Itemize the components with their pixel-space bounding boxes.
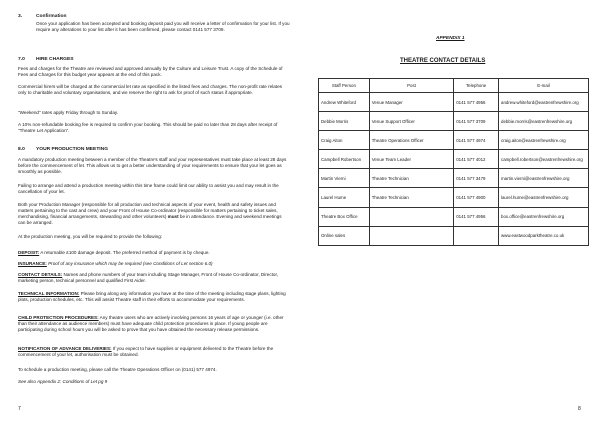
insurance-label: INSURANCE:: [18, 261, 47, 266]
hire-charges-para-3: "Weekend" rates apply Friday through to Sunday.: [18, 110, 119, 115]
email-cell: www.eastwoodparktheatre.co.uk: [499, 226, 589, 245]
email-cell: debbie.morris@eastrenfrewshire.org: [499, 112, 589, 131]
must-emphasis: must: [167, 214, 179, 220]
table-row: [319, 226, 589, 245]
telephone-cell: 0141 577 4900: [454, 188, 499, 207]
appendix-label: APPENDIX 1: [436, 36, 465, 41]
telephone-cell: 0141 577 4974: [454, 131, 499, 150]
child-protection-label: CHILD PROTECTION PROCEDURES:: [18, 315, 99, 320]
notification-item: [18, 346, 290, 358]
notification-label: NOTIFICATION OF ADVANCE DELIVERIES:: [18, 346, 112, 351]
production-meeting-para-2: Failing to arrange and attend a production meeting within this time frame could limit our ability to assist you and may result in the cancellation of your let.: [18, 183, 279, 195]
column-header: Post: [369, 79, 453, 93]
contact-details-text: Names and phone numbers of your team including Stage Manager, Front of House Co-ordinator, Director, marketing person, technical personnel and qualified First Aider.: [18, 272, 279, 284]
email-cell: martin.vierni@eastrenfrewshire.org: [499, 169, 589, 188]
staff-cell: Theatre Box Office: [319, 207, 370, 226]
deposit-label: DEPOSIT:: [18, 250, 40, 255]
child-protection-text: Any theatre users who are actively involving persons 16 years of age or younger (i.e. other than their attendance as audience members) must have adequate child protection procedures in place. If young people are participating during school hours you will be asked to prove that you have obtained the necessary release permissions.: [18, 315, 284, 333]
post-cell: [369, 226, 453, 245]
column-header: Staff Person: [319, 79, 370, 93]
confirmation-text: Once your application has been accepted and booking deposit paid you will receive a letter of confirmation for your list. If you require any alterations to your list after it has been confirmed, please contact 0141 577 3709.: [36, 21, 290, 33]
production-meeting-para-1: A mandatory production meeting between a member of the Theatre's staff and your representatives must take place at least 28 days before the commencement of let. This allows us to get a better understanding of your requirements to ensure that your let goes as smoothly as possible.: [18, 157, 287, 175]
table-header-row: [319, 79, 589, 93]
post-cell: Theatre Operations Officer: [369, 131, 453, 150]
staff-cell: Campbell Robertson: [319, 150, 370, 169]
section-number: 3.: [18, 14, 23, 19]
telephone-cell: 0141 577 4956: [454, 93, 499, 112]
para-text: Both your Production Manager (responsible for all production and technical aspects of your event, health and safety issues and matters pertaining to the cast and crew) and your Front of House Co-ordinator (responsible for matters pertaining to ticket sales, merchandising, financial arrangements, stewarding and other volunteers): [18, 202, 278, 220]
staff-cell: Andrew Whiteford: [319, 93, 370, 112]
contact-table: [318, 78, 589, 246]
deposit-item: [18, 250, 290, 256]
contact-details-item: [18, 272, 290, 284]
email-cell: andrew.whiteford@eastrenfrewshire.org: [499, 93, 589, 112]
staff-cell: Craig Aiton: [319, 131, 370, 150]
deposit-text: A returnable £100 damage deposit. The preferred method of payment is by cheque.: [39, 250, 210, 255]
telephone-cell: 0141 577 4012: [454, 150, 499, 169]
see-also-note: See also Appendix 2: Conditions of Let pg 9: [18, 379, 108, 384]
staff-cell: Laurel Hume: [319, 188, 370, 207]
table-row: [319, 131, 589, 150]
hire-charges-para-4: A 10% non-refundable booking fee is required to confirm your booking. This should be paid no later than 28 days after receipt of "Theatre Let Application".: [18, 122, 278, 134]
section-number: 7.0: [18, 57, 25, 62]
table-row: [319, 93, 589, 112]
telephone-cell: [454, 226, 499, 245]
post-cell: Theatre Technician: [369, 188, 453, 207]
post-cell: [369, 207, 453, 226]
insurance-text: Proof of any insurance which may be required (see Conditions of Let section 6.0): [46, 261, 213, 266]
telephone-cell: 0141 577 3709: [454, 112, 499, 131]
notification-text: If you expect to have supplies or equipment delivered to the Theatre before the commencement of your let, authorisation must be obtained.: [18, 346, 274, 358]
post-cell: Venue Team Leader: [369, 150, 453, 169]
table-row: [319, 112, 589, 131]
table-row: [319, 188, 589, 207]
page-number: 7: [18, 406, 21, 412]
right-page: [300, 0, 600, 424]
email-cell: laurel.hume@eastrenfrewshire.org: [499, 188, 589, 207]
technical-info-text: Please bring along any information you have at the time of the meeting including stage plans, lighting plots, production schedules, etc. This will assist Theatre staff in their efforts to accommodate your requirements.: [18, 291, 286, 303]
column-header: E-mail: [499, 79, 589, 93]
staff-cell: Martin Vierni: [319, 169, 370, 188]
child-protection-item: [18, 315, 290, 333]
telephone-cell: 0141 577 4956: [454, 207, 499, 226]
staff-cell: Debbie Morris: [319, 112, 370, 131]
hire-charges-para-1: Fees and charges for the Theatre are reviewed and approved annually by the Culture and Leisure Trust. A copy of the Schedule of Fees and Charges for this budget year appears at the end of this pack.: [18, 66, 283, 78]
post-cell: Venue Support Officer: [369, 112, 453, 131]
technical-info-item: [18, 291, 290, 303]
production-meeting-para-3: [18, 202, 290, 226]
email-cell: craig.aiton@eastrenfrewshire.org: [499, 131, 589, 150]
section-number: 8.0: [18, 147, 25, 152]
insurance-item: [18, 261, 290, 267]
section-title: Confirmation: [36, 14, 67, 19]
section-title: YOUR PRODUCTION MEETING: [36, 147, 109, 152]
email-cell: box.office@eastrenfrewshire.org: [499, 207, 589, 226]
contact-details-title: THEATRE CONTACT DETAILS: [400, 58, 486, 64]
post-cell: Theatre Technician: [369, 169, 453, 188]
table-row: [319, 169, 589, 188]
table-row: [319, 150, 589, 169]
page-number: 8: [578, 406, 581, 412]
production-meeting-para-4: At the production meeting, you will be required to provide the following:: [18, 234, 163, 239]
email-cell: campbell.robertson@eastrenfrewshire.org: [499, 150, 589, 169]
table-row: [319, 207, 589, 226]
telephone-cell: 0141 577 3479: [454, 169, 499, 188]
para-text: be in attendance. Evening and weekend meetings can be arranged.: [18, 214, 282, 226]
staff-cell: Online sales: [319, 226, 370, 245]
contact-details-label: CONTACT DETAILS:: [18, 272, 63, 277]
schedule-meeting-text: To schedule a production meeting, please call the Theatre Operations Officer on (0141) 577 4974.: [18, 367, 217, 372]
post-cell: Venue Manager: [369, 93, 453, 112]
technical-info-label: TECHNICAL INFORMATION:: [18, 291, 80, 296]
hire-charges-para-2: Commercial hirers will be charged at the commercial let rate as specified in the listed fees and charges. The non-profit rate relates only to charitable and voluntary organisations, and we reserve the right to ask for proof of such status if appropriate.: [18, 84, 282, 96]
column-header: Telephone: [454, 79, 499, 93]
section-title: HIRE CHARGES: [36, 57, 74, 62]
